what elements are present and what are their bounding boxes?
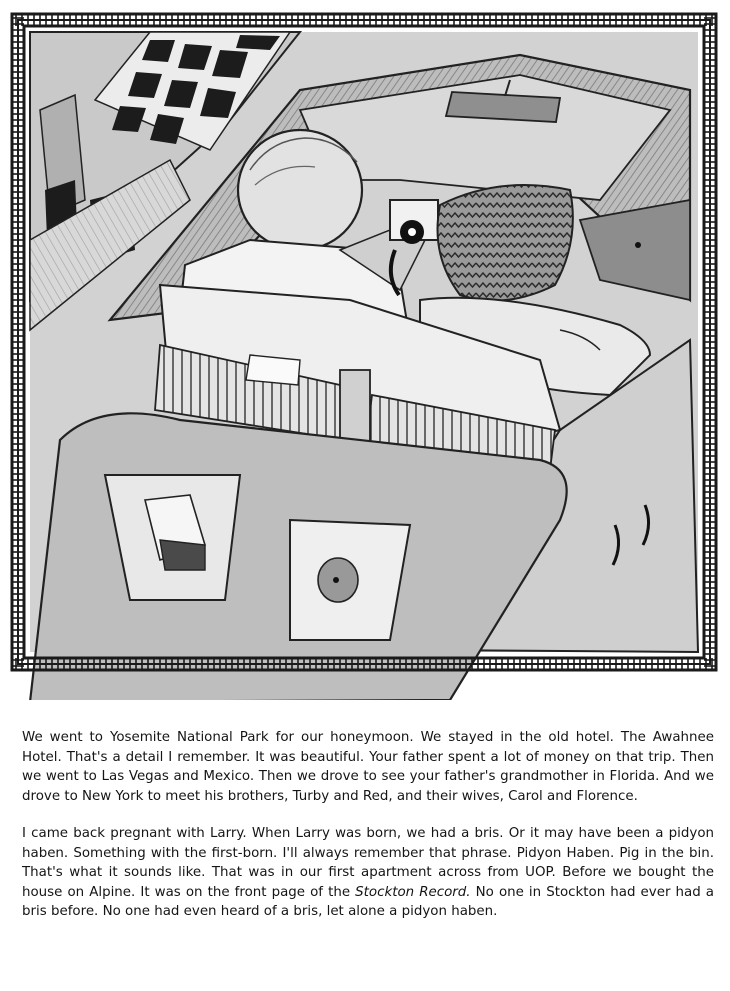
story-text xyxy=(22,728,714,940)
story-paragraph-1: We went to Yosemite National Park for our honeymoon. We stayed in the old hotel. The Awahnee Hotel. That's a detail I remember. It was beautiful. Your father spent a lot of money on that trip. Then we went to Las Vegas and Mexico. Then we drove to see your father's grandmother in Florida. And we drove to New York to meet his brothers, Turby and Red, and their wives, Carol and Florence. xyxy=(22,730,714,804)
newspaper-title: Stockton Record. xyxy=(355,884,471,900)
paragraph-2-start: I came back pregnant with Larry. When Larry was born, we had a bris. Or it may have been a pidyon haben. Something with the first-born. I'll always remember that phrase. Pidyon Haben. Pig in the bin. That's what it sounds like. That was in our first apartment across from UOP. Before we bought the house on Alpine. It was on the front page of the xyxy=(22,826,714,900)
story-paragraph-2 xyxy=(22,824,714,922)
paragraph-2-end: No one in Stockton had ever had a bris before. No one had even heard of a bris, let alone a pidyon haben. xyxy=(22,884,715,919)
